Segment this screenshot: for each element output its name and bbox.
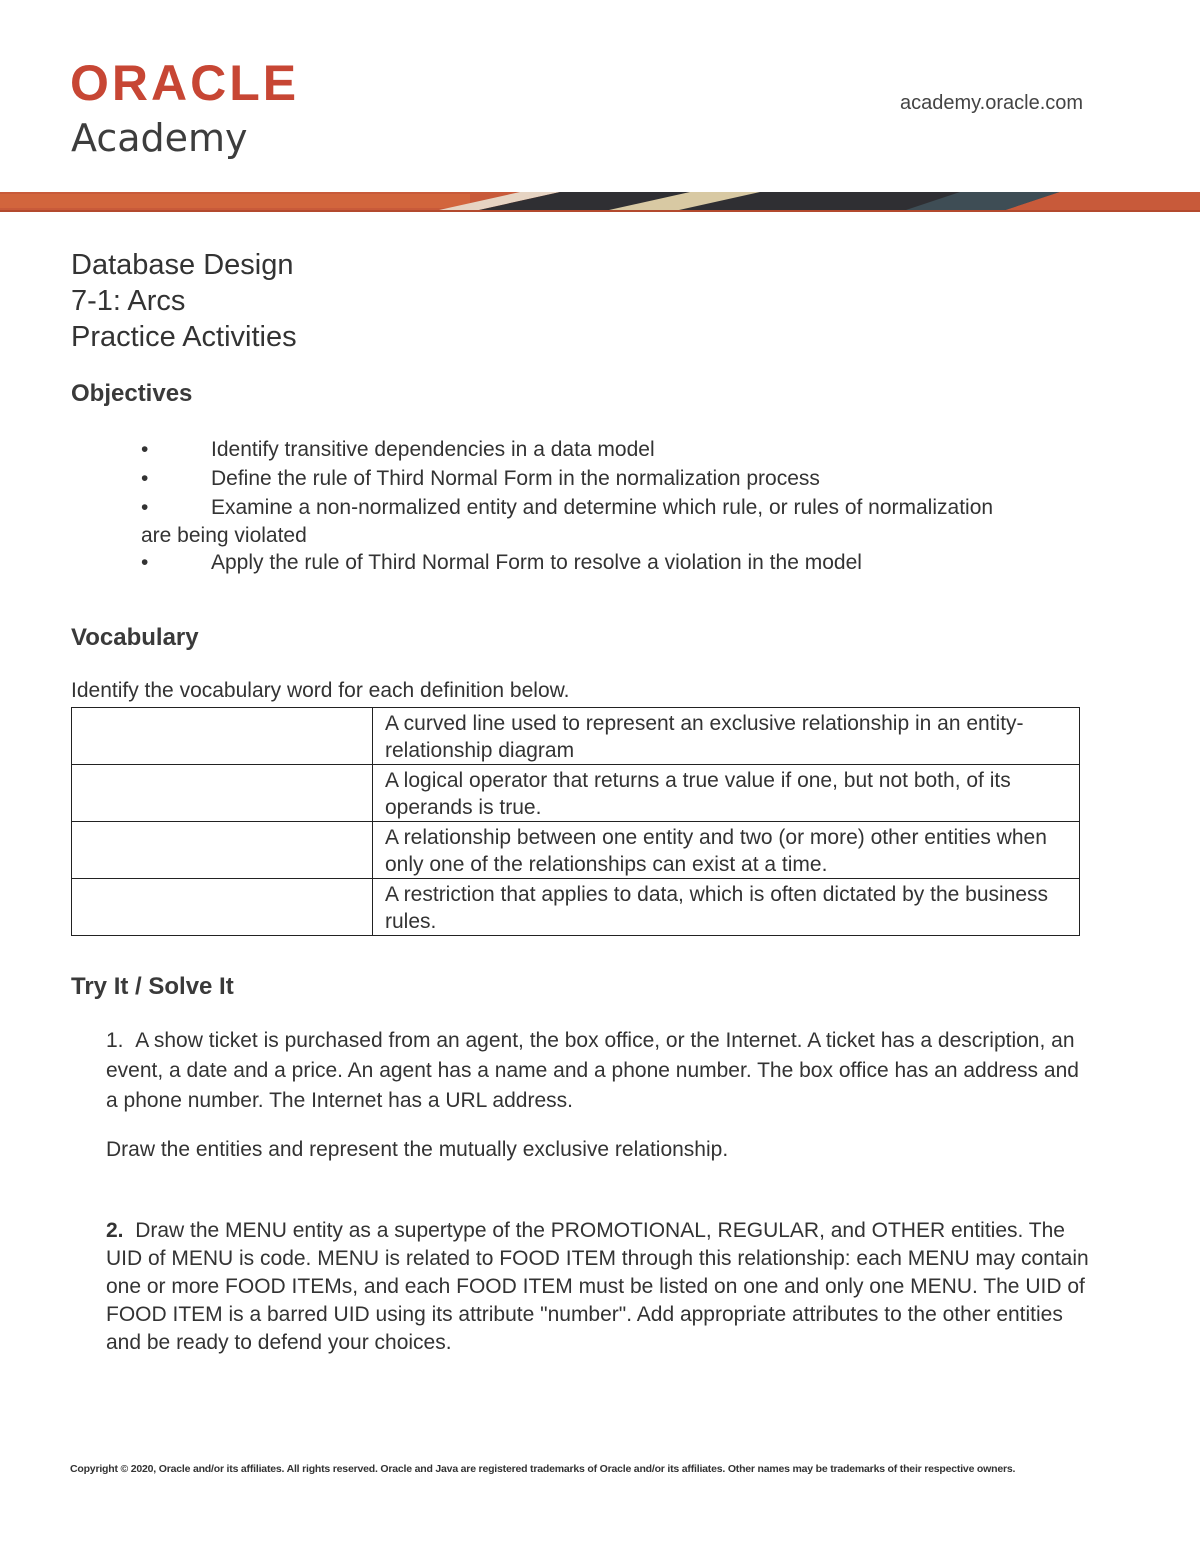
academy-logo-text: Academy (71, 116, 248, 160)
vocab-word-cell[interactable] (72, 708, 373, 765)
table-row (72, 765, 1080, 822)
vocabulary-heading: Vocabulary (71, 624, 199, 651)
vocab-word-cell[interactable] (72, 822, 373, 879)
bullet-icon: • (141, 496, 149, 519)
objective-text: Define the rule of Third Normal Form in the normalization process (211, 467, 820, 490)
objective-item (141, 436, 1101, 464)
vocab-word-cell[interactable] (72, 765, 373, 822)
objective-text: Identify transitive dependencies in a data model (211, 438, 655, 461)
objective-item (141, 549, 1101, 577)
question-text: A show ticket is purchased from an agent, the box office, or the Internet. A ticket has a description, an event, a date and a price. An agent has a name and a phone number. The box office has an address and a phone number. The Internet has a URL address. (106, 1029, 1079, 1112)
vocabulary-table (71, 707, 1080, 936)
objective-text: Apply the rule of Third Normal Form to resolve a violation in the model (211, 551, 862, 574)
vocab-definition: A logical operator that returns a true value if one, but not both, of its operands is true. (373, 765, 1080, 822)
vocab-definition: A curved line used to represent an exclusive relationship in an entity-relationship diagram (373, 708, 1080, 765)
vocab-definition: A relationship between one entity and two (or more) other entities when only one of the relationships can exist at a time. (373, 822, 1080, 879)
objective-item (141, 465, 1101, 493)
table-row (72, 822, 1080, 879)
bullet-icon: • (141, 438, 149, 461)
bullet-icon: • (141, 467, 149, 490)
table-row (72, 708, 1080, 765)
question-number: 2. (106, 1219, 124, 1242)
table-row (72, 879, 1080, 936)
site-url: academy.oracle.com (900, 92, 1084, 114)
decorative-banner (0, 192, 1200, 212)
try-it-heading: Try It / Solve It (71, 973, 234, 1000)
oracle-logo: ORACLE (70, 55, 300, 111)
objective-item (141, 494, 1101, 522)
question-1-instruction: Draw the entities and represent the mutually exclusive relationship. (106, 1138, 729, 1161)
vocabulary-intro: Identify the vocabulary word for each definition below. (71, 679, 570, 702)
copyright-footer: Copyright © 2020, Oracle and/or its affiliates. All rights reserved. Oracle and Java are registered trademarks of Oracle and/or its affiliates. Other names may be trademarks of their respective owners. (70, 1463, 1016, 1475)
vocab-word-cell[interactable] (72, 879, 373, 936)
question-number: 1. (106, 1029, 124, 1052)
page-subtitle: Practice Activities (71, 321, 297, 353)
question-text: Draw the MENU entity as a supertype of the PROMOTIONAL, REGULAR, and OTHER entities. The UID of MENU is code. MENU is related to FOOD ITEM through this relationship: each MENU may contain one or more FOOD ITEMs, and each FOOD ITEM must be listed on one and only one MENU. The UID of FOOD ITEM is a barred UID using its attribute "number". Add appropriate attributes to the other entities and be ready to defend your choices. (106, 1219, 1089, 1354)
objectives-heading: Objectives (71, 380, 193, 407)
question-2 (106, 1217, 1096, 1357)
objective-continuation: are being violated (141, 524, 307, 547)
objective-text: Examine a non-normalized entity and determine which rule, or rules of normalization (211, 496, 994, 519)
question-1 (106, 1026, 1086, 1116)
lesson-title: 7-1: Arcs (71, 285, 186, 317)
bullet-icon: • (141, 551, 149, 574)
vocab-definition: A restriction that applies to data, which is often dictated by the business rules. (373, 879, 1080, 936)
course-title: Database Design (71, 249, 294, 281)
